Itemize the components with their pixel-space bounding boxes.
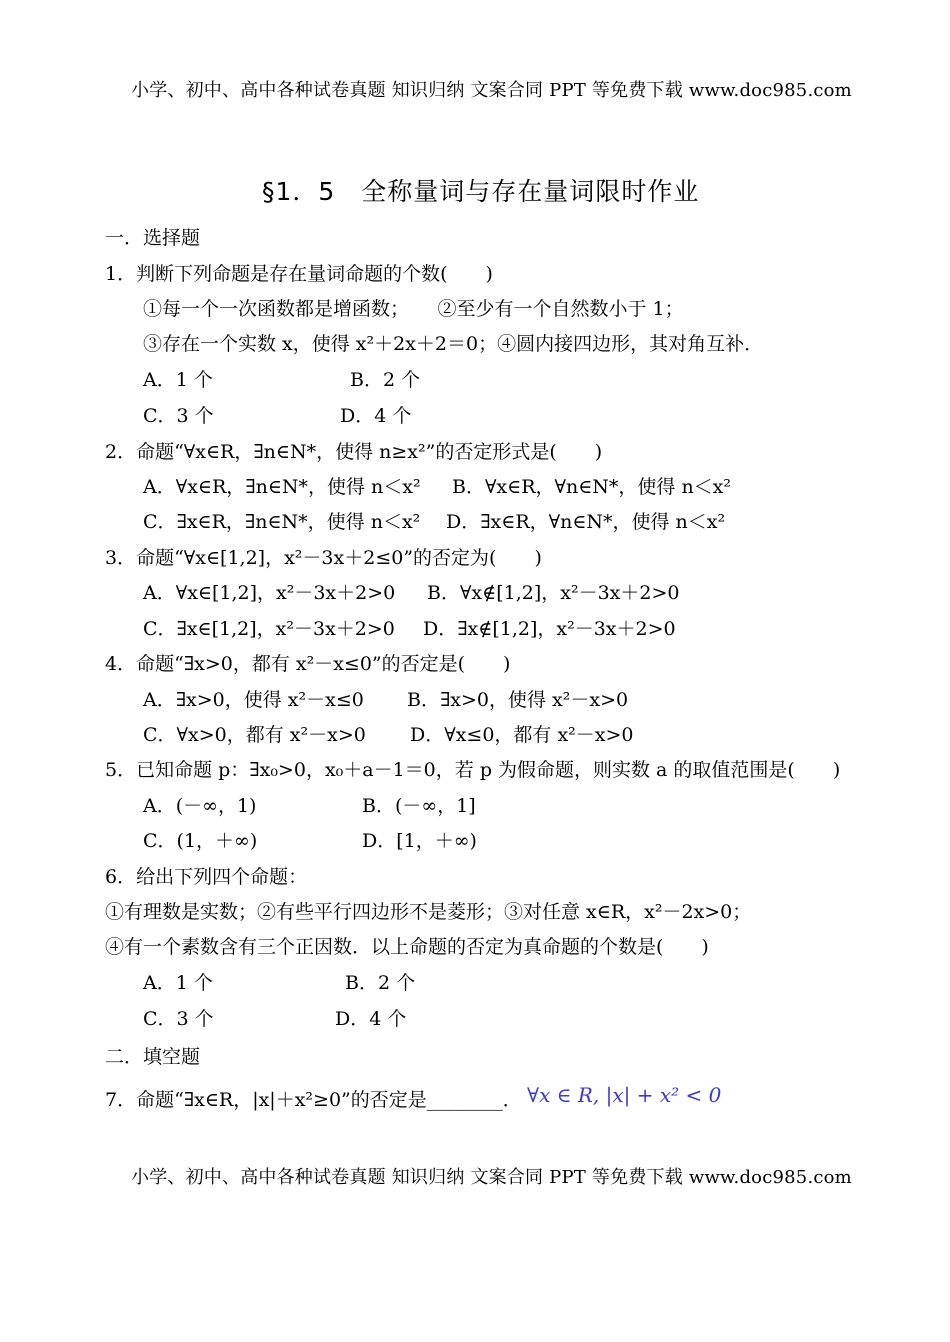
- option-b: B．(－∞，1]: [362, 795, 476, 817]
- section-heading-choice: 一．选择题: [105, 227, 201, 249]
- statement-line: ①每一个一次函数都是增函数； ②至少有一个自然数小于 1；: [143, 298, 684, 320]
- option-b: B．∀x∉[1,2]，x²－3x＋2>0: [427, 582, 680, 604]
- option-a: A．(－∞，1): [143, 795, 257, 817]
- question-stem: 4．命题“∃x>0，都有 x²－x≤0”的否定是( ): [105, 653, 511, 675]
- question-stem: 3．命题“∀x∈[1,2]，x²－3x＋2≤0”的否定为( ): [105, 547, 542, 569]
- statement-line: ③存在一个实数 x，使得 x²＋2x＋2＝0；④圆内接四边形，其对角互补．: [143, 333, 764, 355]
- page-footer: 小学、初中、高中各种试卷真题 知识归纳 文案合同 PPT 等免费下载 www.doc985.com: [131, 1167, 852, 1188]
- option-b: B．∃x>0，使得 x²－x>0: [407, 689, 629, 711]
- option-a: A．1 个: [143, 972, 213, 994]
- option-a: A．∃x>0，使得 x²－x≤0: [143, 689, 364, 711]
- option-b: B．∀x∈R，∀n∈N*，使得 n＜x²: [452, 476, 732, 498]
- option-d: D．∃x∉[1,2]，x²－3x＋2>0: [423, 618, 676, 640]
- option-d: D．[1，＋∞): [362, 830, 477, 852]
- option-b: B．2 个: [345, 972, 416, 994]
- option-d: D．4 个: [340, 405, 412, 427]
- option-c: C．3 个: [143, 405, 214, 427]
- option-a: A．∀x∈R，∃n∈N*，使得 n＜x²: [143, 476, 421, 498]
- statement-line: ①有理数是实数；②有些平行四边形不是菱形；③对任意 x∈R，x²－2x>0；: [105, 901, 752, 923]
- option-c: C．∃x∈[1,2]，x²－3x＋2>0: [143, 618, 395, 640]
- question-stem: 7．命题“∃x∈R，|x|＋x²≥0”的否定是________．: [105, 1089, 522, 1111]
- handwritten-answer: ∀x ∈ R, |x| + x² < 0: [527, 1083, 722, 1107]
- question-stem: 6．给出下列四个命题：: [105, 866, 308, 888]
- page-header: 小学、初中、高中各种试卷真题 知识归纳 文案合同 PPT 等免费下载 www.doc985.com: [131, 80, 852, 101]
- option-c: C．3 个: [143, 1008, 214, 1030]
- option-c: C．(1，＋∞): [143, 830, 258, 852]
- option-a: A．∀x∈[1,2]，x²－3x＋2>0: [143, 582, 396, 604]
- question-stem: 2．命题“∀x∈R，∃n∈N*，使得 n≥x²”的否定形式是( ): [105, 441, 603, 463]
- question-stem: 5．已知命题 p：∃x₀>0，x₀＋a－1＝0，若 p 为假命题，则实数 a 的取值范围是( ): [105, 759, 841, 781]
- option-d: D．∀x≤0，都有 x²－x>0: [410, 724, 634, 746]
- page-title: §1．5 全称量词与存在量词限时作业: [262, 177, 700, 206]
- option-d: D．∃x∈R，∀n∈N*，使得 n＜x²: [446, 511, 726, 533]
- statement-line: ④有一个素数含有三个正因数．以上命题的否定为真命题的个数是( ): [105, 936, 709, 958]
- option-c: C．∃x∈R，∃n∈N*，使得 n＜x²: [143, 511, 421, 533]
- section-heading-fill: 二．填空题: [105, 1046, 201, 1068]
- option-c: C．∀x>0，都有 x²－x>0: [143, 724, 366, 746]
- question-stem: 1．判断下列命题是存在量词命题的个数( ): [105, 263, 493, 285]
- option-a: A．1 个: [143, 369, 213, 391]
- option-b: B．2 个: [350, 369, 421, 391]
- option-d: D．4 个: [335, 1008, 407, 1030]
